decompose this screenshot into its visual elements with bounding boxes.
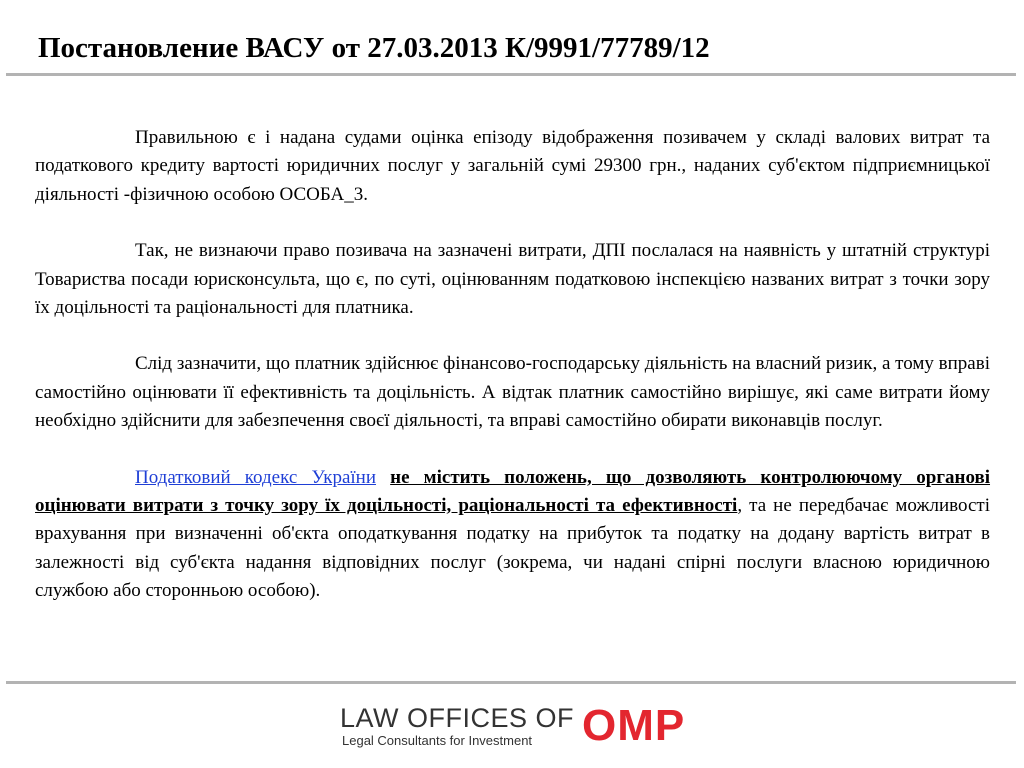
logo-brand-mark: OMP bbox=[582, 701, 686, 750]
company-logo bbox=[340, 702, 685, 748]
logo-tagline: Legal Consultants for Investment bbox=[342, 733, 533, 748]
tax-code-link[interactable]: Податковий кодекс України bbox=[135, 466, 377, 488]
footer-divider bbox=[6, 681, 1016, 684]
header-divider bbox=[6, 73, 1016, 76]
paragraph-4-rest: , та не передбачає можливості врахування при визначенні об'єкта оподаткування податку на прибуток та податку на додану вартість витрат в залежності від суб'єкта надання відповідних послуг (зокрема, чи надані спірні послуги власною юридичною службою або сторонньою особою). bbox=[35, 495, 990, 602]
paragraph-4 bbox=[35, 464, 990, 606]
paragraph-3: Слід зазначити, що платник здійснює фінансово-господарську діяльність на власний ризик, а тому вправі самостійно оцінювати її ефективність та доцільність. А відтак платник самостійно вирішує, які саме витрати йому необхідно здійснити для забезпечення своєї діяльності, та вправі самостійно обирати виконавців послуг. bbox=[35, 353, 990, 432]
paragraph-1: Правильною є і надана судами оцінка епізоду відображення позивачем у складі валових витрат та податкового кредиту вартості юридичних послуг у загальній сумі 29300 грн., наданих суб'єктом підприємницької діяльності -фізичною особою ОСОБА_3. bbox=[35, 127, 990, 205]
document-body bbox=[35, 124, 990, 606]
logo-main-text: LAW OFFICES OF bbox=[340, 703, 575, 733]
logo-text-block bbox=[340, 703, 574, 748]
page-title: Постановление ВАСУ от 27.03.2013 К/9991/77789/12 bbox=[38, 32, 710, 64]
emphasized-text: не містить положень, що дозволяють контролюючому органові оцінювати витрати з точку зору їх доцільності, раціональності та ефективності bbox=[35, 466, 991, 517]
paragraph-2: Так, не визнаючи право позивача на зазначені витрати, ДПІ послалася на наявність у штатній структурі Товариства посади юрисконсульта, що є, по суті, оцінюванням податковою інспекцією названих витрат з точки зору їх доцільності та раціональності для платника. bbox=[35, 240, 990, 319]
